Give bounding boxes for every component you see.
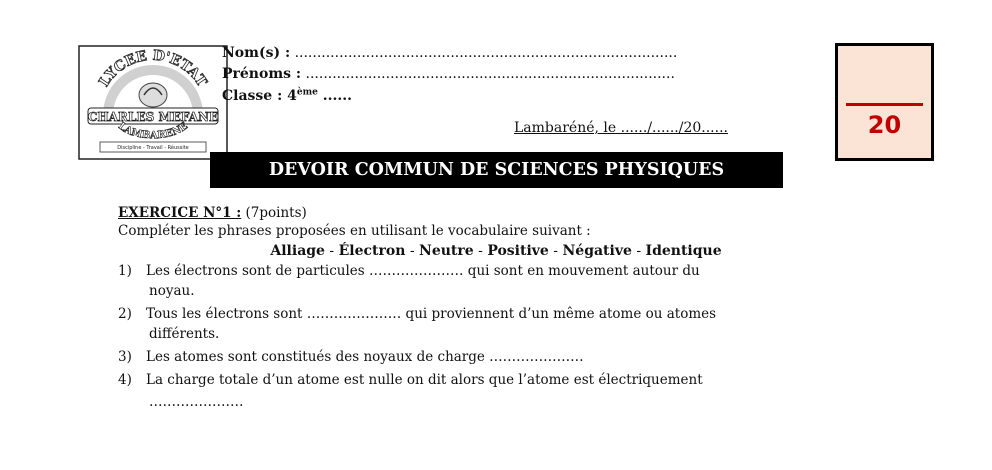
vocab-separator: - [405,243,420,259]
nom-field [222,45,677,61]
exercise-heading [118,205,307,221]
classe-dots: ...... [317,87,352,104]
item-number: 4) [118,372,132,388]
exercise-title: EXERCICE N°1 : [118,205,242,221]
exercise-points: (7points) [241,205,307,221]
score-denominator: 20 [867,111,902,139]
item-continuation: noyau. [149,283,195,299]
list-item [118,372,703,388]
item-text: Les électrons sont de particules ………………… qui sont en mouvement autour du [146,263,700,279]
nom-dots: ...................................................................................... [294,45,678,61]
item-text: La charge totale d’un atome est nulle on dit alors que l’atome est électriquement [146,372,703,388]
score-fraction-bar [846,103,923,106]
prenoms-dots: ................................................................................... [305,66,675,82]
vocab-separator: - [324,243,339,259]
list-item [118,263,700,279]
vocab-separator: - [548,243,563,259]
item-number: 1) [118,263,132,279]
logo-text-bottom: LAMBARENE [116,120,190,142]
item-continuation: ………………… [149,394,244,410]
item-number: 2) [118,306,132,322]
date-line: Lambaréné, le ....../....../20...... [514,120,728,136]
prenoms-label: Prénoms : [222,66,302,82]
page-title: DEVOIR COMMUN DE SCIENCES PHYSIQUES [210,152,783,188]
vocab-word: Identique [645,243,722,259]
vocab-word: Négative [562,243,632,259]
vocab-word: Électron [338,243,406,259]
item-number: 3) [118,349,132,365]
item-text: Les atomes sont constitués des noyaux de charge ………………… [146,349,584,365]
logo-motto: Discipline - Travail - Réussite [117,145,189,151]
prenoms-field [222,66,675,82]
classe-sup: ème [296,87,318,97]
logo-text-middle: CHARLES MEFANE [87,110,219,124]
school-logo [78,45,228,160]
logo-text-top: LYCEE D'ETAT [96,47,210,90]
score-box [835,43,934,161]
list-item [118,306,716,322]
classe-label: Classe : 4 [222,87,297,104]
vocab-word: Positive [487,243,549,259]
classe-field [222,87,352,104]
item-text: Tous les électrons sont ………………… qui proviennent d’un même atome ou atomes [146,306,717,322]
exercise-instruction: Compléter les phrases proposées en utilisant le vocabulaire suivant : [118,223,591,239]
vocab-separator: - [631,243,646,259]
vocab-separator: - [473,243,488,259]
list-item [118,349,584,365]
vocab-word: Neutre [419,243,474,259]
vocabulary-list [0,243,992,259]
nom-label: Nom(s) : [222,45,291,61]
item-continuation: différents. [149,326,220,342]
vocab-word: Alliage [270,243,325,259]
